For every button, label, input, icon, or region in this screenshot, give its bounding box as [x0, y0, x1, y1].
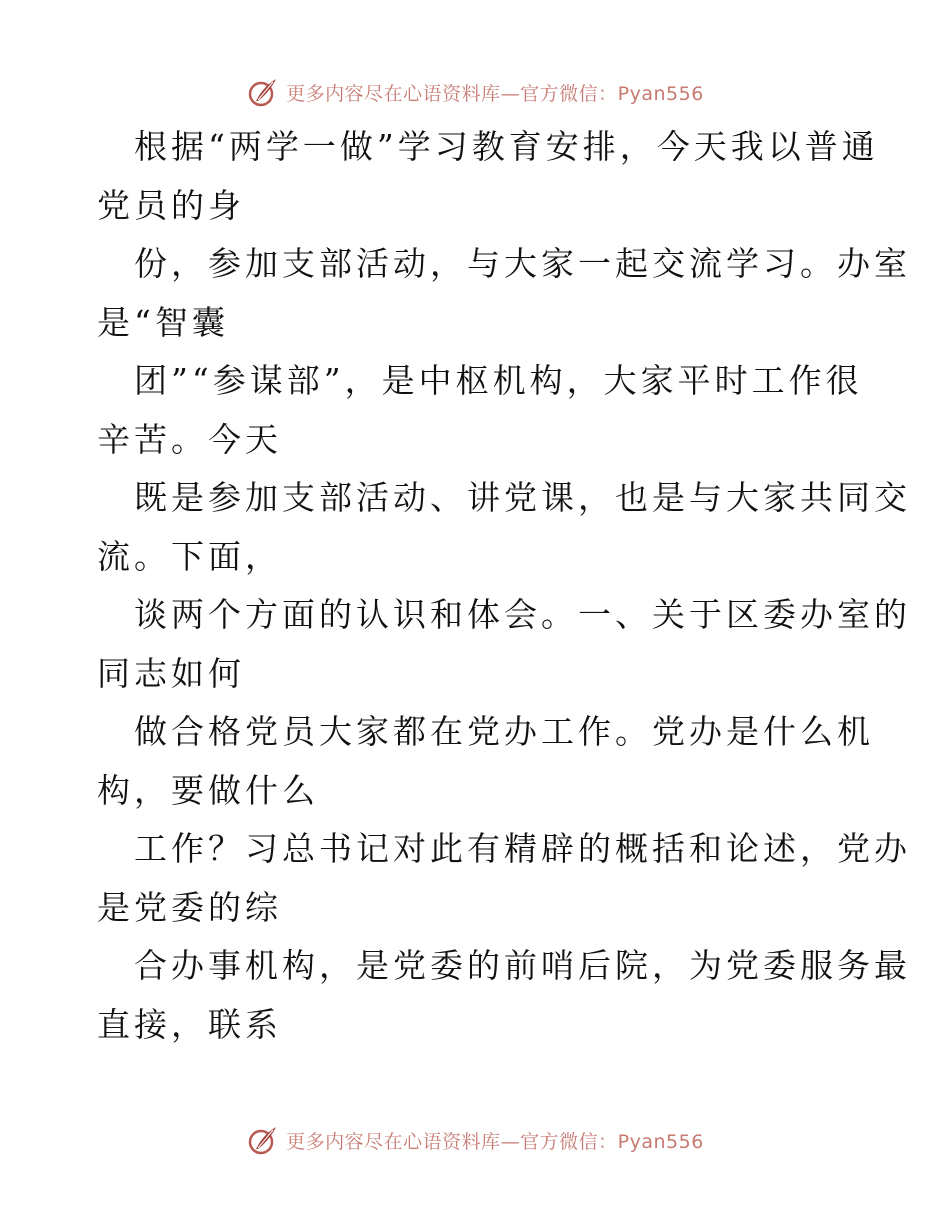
paragraph-line: 党员的身	[97, 185, 245, 225]
paragraph-line: 份，参加支部活动，与大家一起交流学习。办室	[134, 244, 911, 283]
paragraph-line: 流。下面，	[97, 536, 282, 576]
paragraph-line: 工作？习总书记对此有精辟的概括和论述，党办	[134, 829, 911, 868]
paragraph-line: 根据“两学一做”学习教育安排，今天我以普通	[134, 127, 879, 166]
paragraph-line: 是“智囊	[97, 302, 229, 342]
header-banner-text: 更多内容尽在心语资料库—官方微信：Pyan556	[286, 82, 704, 105]
paragraph-line: 谈两个方面的认识和体会。一、关于区委办室的	[134, 595, 911, 634]
paragraph-line: 构，要做什么	[97, 770, 319, 810]
footer-banner	[0, 1120, 950, 1160]
paragraph-line: 同志如何	[97, 653, 245, 693]
paragraph-line: 合办事机构，是党委的前哨后院，为党委服务最	[134, 946, 911, 985]
document-body	[97, 118, 911, 1054]
feather-pen-logo-icon	[246, 1123, 280, 1157]
feather-pen-logo-icon	[246, 75, 280, 109]
paragraph-line: 是党委的综	[97, 887, 282, 927]
header-banner	[0, 72, 950, 112]
paragraph-line: 做合格党员大家都在党办工作。党办是什么机	[134, 712, 874, 751]
paragraph-line: 团”“参谋部”，是中枢机构，大家平时工作很	[134, 361, 863, 400]
paragraph-line: 辛苦。今天	[97, 419, 282, 459]
paragraph-line: 直接，联系	[97, 1004, 282, 1044]
paragraph-line: 既是参加支部活动、讲党课，也是与大家共同交	[134, 478, 911, 517]
footer-banner-text: 更多内容尽在心语资料库—官方微信：Pyan556	[286, 1130, 704, 1153]
